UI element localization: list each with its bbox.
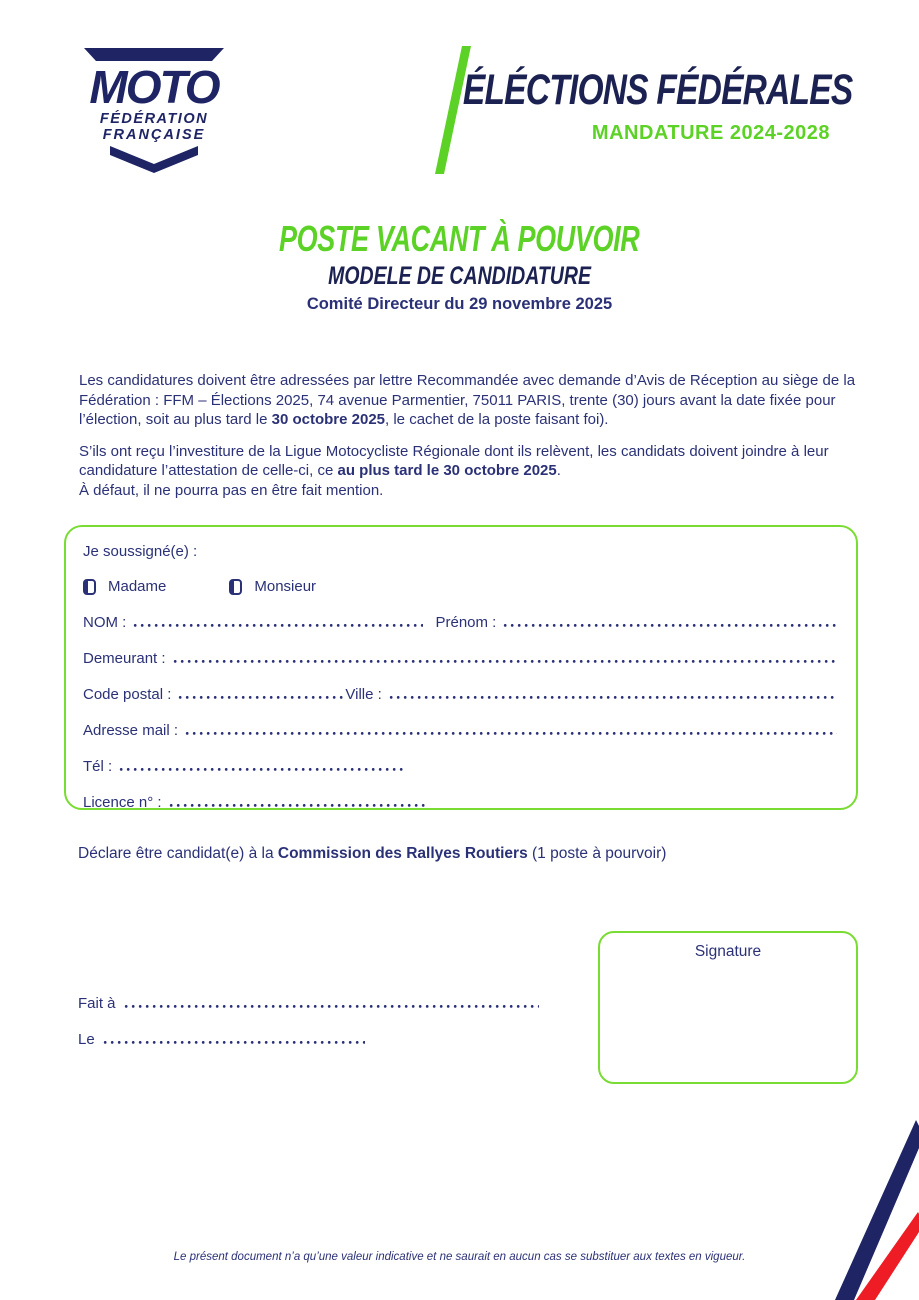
document-heading: [0, 218, 919, 314]
adresse-mail-row: [83, 722, 839, 739]
logo-line2-text: FRANÇAISE: [102, 127, 206, 143]
mandature-subtitle: MANDATURE 2024-2028: [591, 122, 830, 144]
logo-top-bar: [84, 48, 224, 61]
declaration-text: Déclare être candidat(e) à la: [78, 845, 278, 862]
tel-row: [83, 758, 839, 775]
licence-label: Licence n° :: [83, 794, 162, 811]
logo-chevron: [110, 146, 198, 173]
paragraph-2-end: .: [556, 462, 561, 479]
madame-checkbox[interactable]: [83, 579, 96, 595]
adresse-mail-label: Adresse mail :: [83, 722, 179, 739]
code-postal-blank-line: [178, 695, 343, 700]
madame-label: Madame: [108, 578, 167, 595]
demeurant-blank-line: [173, 659, 837, 664]
nom-prenom-row: [83, 614, 839, 631]
signature-box: [598, 931, 858, 1084]
monsieur-label: Monsieur: [254, 578, 317, 595]
demeurant-label: Demeurant :: [83, 650, 166, 667]
paragraph-2-text: S’ils ont reçu l’investiture de la Ligue Motocycliste Régionale dont ils relèvent, les candidats doivent joindre à leur candidature l’attestation de celle-ci, ce: [79, 442, 829, 479]
nom-label: NOM :: [83, 614, 127, 631]
code-postal-ville-row: [83, 686, 839, 703]
intro-paragraphs: [79, 371, 863, 500]
fait-a-blank-line: [124, 1004, 539, 1009]
tricolor-wedges-graphic: [779, 1100, 919, 1300]
demeurant-row: [83, 650, 839, 667]
declaration-end: (1 poste à pourvoir): [527, 845, 667, 862]
le-row: [78, 1031, 558, 1048]
civility-row: [83, 578, 839, 595]
code-postal-label: Code postal :: [83, 686, 172, 703]
fait-a-row: [78, 995, 558, 1012]
header-title-block: [353, 66, 852, 145]
tel-blank-line: [119, 767, 404, 772]
signature-label: Signature: [694, 943, 762, 960]
fait-a-label: Fait à: [78, 995, 116, 1012]
footer-disclaimer: Le présent document n’a qu’une valeur indicative et ne saurait en aucun cas se substituer aux textes en vigueur.: [173, 1251, 746, 1263]
comite-directeur-date: Comité Directeur du 29 novembre 2025: [306, 295, 613, 313]
paragraph-1-text: Les candidatures doivent être adressées par lettre Recommandée avec demande d’Avis de Réception au siège de la Fédération : FFM – Élections 2025, 74 avenue Parmentier, 75011 PARIS, trente (30) jours avant la date fixée pour l’élection, soit au plus tard le: [79, 372, 856, 428]
candidate-form-box: [64, 525, 858, 810]
poste-vacant-title: POSTE VACANT À POUVOIR: [279, 218, 640, 259]
modele-candidature-subtitle: MODELE DE CANDIDATURE: [328, 262, 591, 290]
commission-name: Commission des Rallyes Routiers: [277, 845, 528, 862]
logo-line1-text: FÉDÉRATION: [99, 111, 209, 127]
declaration-line: [78, 845, 666, 863]
ffm-logo: [78, 48, 230, 174]
monsieur-checkbox[interactable]: [229, 579, 242, 595]
tel-label: Tél :: [83, 758, 113, 775]
licence-row: [83, 794, 839, 811]
ville-label: Ville :: [345, 686, 382, 703]
prenom-label: Prénom :: [435, 614, 497, 631]
le-blank-line: [103, 1040, 365, 1045]
paragraph-defaut-line: À défaut, il ne pourra pas en être fait mention.: [79, 481, 384, 499]
paragraph-1-deadline: 30 octobre 2025: [271, 411, 386, 428]
paragraph-1-end: , le cachet de la poste faisant foi).: [385, 411, 609, 428]
je-soussigne-label: Je soussigné(e) :: [83, 543, 198, 560]
paragraph-2-deadline: au plus tard le 30 octobre 2025: [337, 462, 557, 479]
paragraph-candidatures: [79, 371, 863, 430]
le-label: Le: [78, 1031, 95, 1048]
licence-blank-line: [169, 803, 427, 808]
ville-blank-line: [389, 695, 837, 700]
adresse-mail-blank-line: [185, 731, 837, 736]
prenom-blank-line: [503, 623, 837, 628]
logo-brand-text: MOTO: [89, 61, 219, 113]
nom-blank-line: [133, 623, 423, 628]
elections-federales-title: ÉLÉCTIONS FÉDÉRALES: [462, 66, 852, 114]
paragraph-investiture: [79, 442, 863, 501]
